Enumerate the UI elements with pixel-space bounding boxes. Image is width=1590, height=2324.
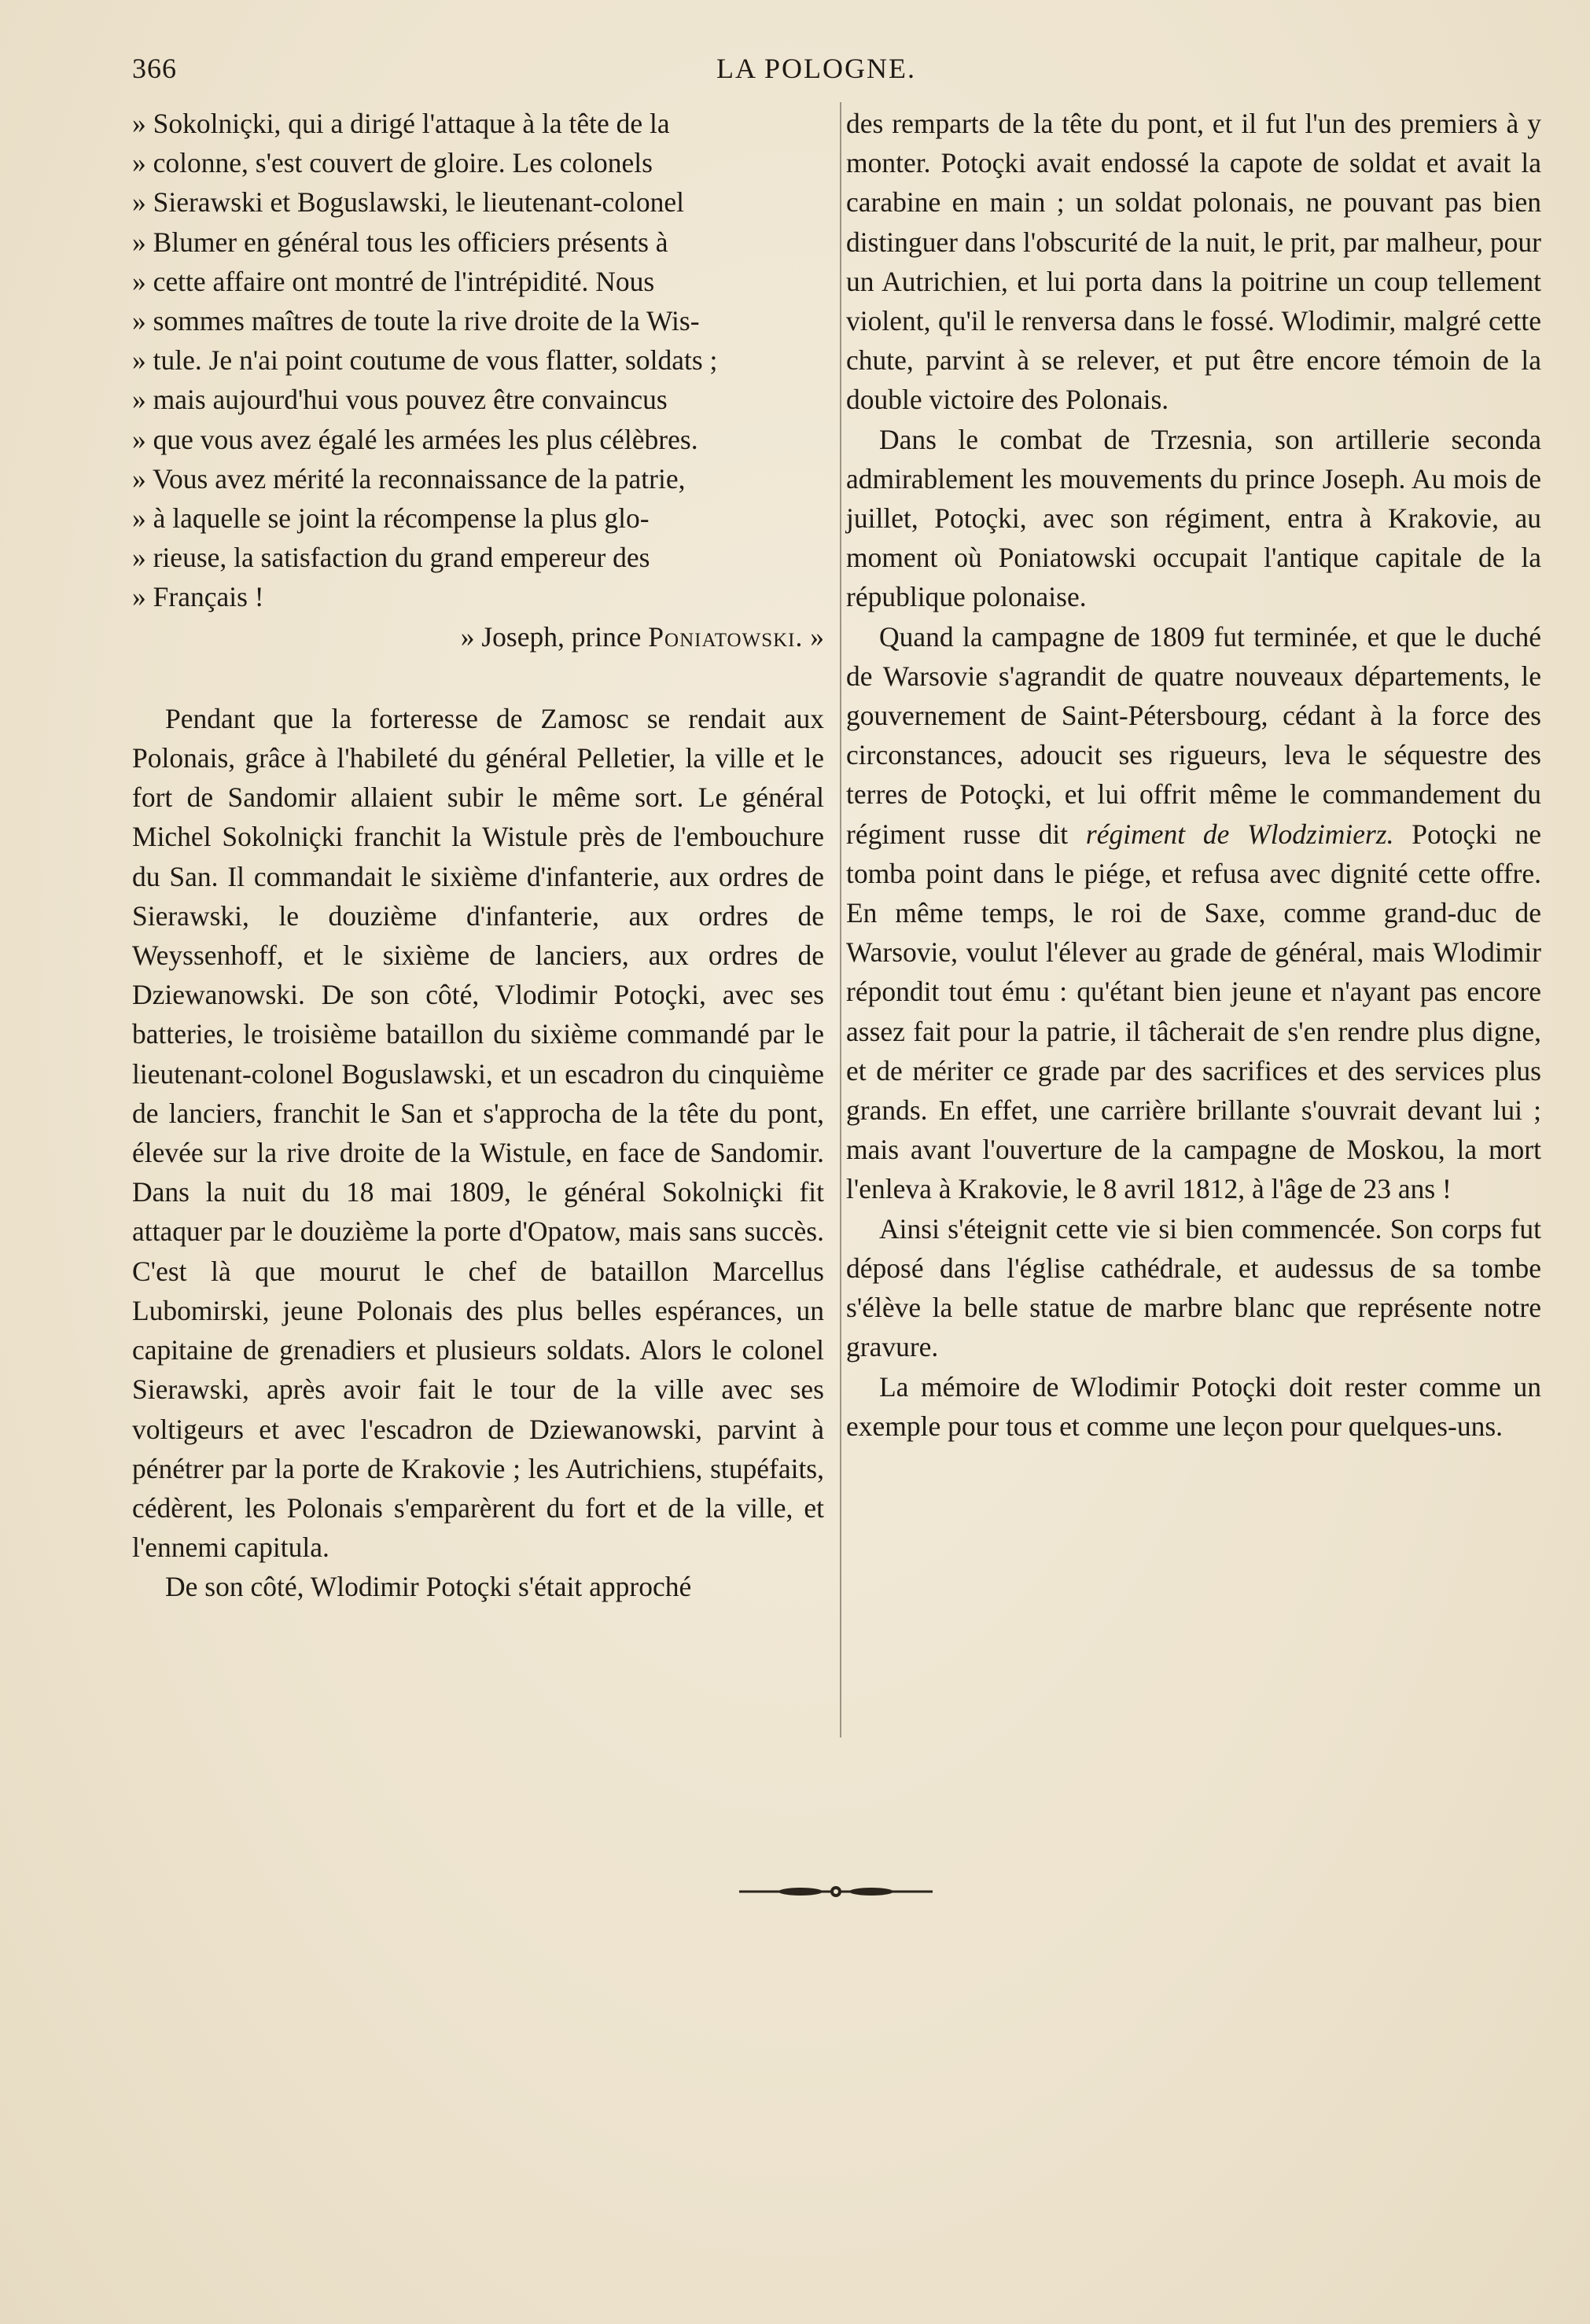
quote-line: » Sokolniçki, qui a dirigé l'attaque à la tête de la [132, 104, 824, 143]
signature-name: Poniatowski. [648, 620, 804, 653]
body-paragraph: Ainsi s'éteignit cette vie si bien commencée. Son corps fut déposé dans l'église cathédrale, et audessus de sa tombe s'élève la belle statue de marbre blanc que représente notre gravure. [846, 1212, 1541, 1363]
body-paragraph: De son côté, Wlodimir Potoçki s'était approché [165, 1571, 692, 1603]
proclamation-quote [132, 104, 824, 656]
regiment-name: régiment de Wlodzimierz. [1085, 818, 1394, 850]
column-divider [840, 102, 841, 1737]
quote-line: » que vous avez égalé les armées les plus célèbres. [132, 420, 824, 459]
paragraph-text: Potoçki ne tomba point dans le piége, et refusa avec dignité cette offre. En même temps, le roi de Saxe, comme grand-duc de Warsovie, voulut l'élever au grade de général, mais Wlodimir répondit tout ému : qu'étant bien jeune et n'ayant pas encore assez fait pour la patrie, il tâcherait de s'en rendre plus digne, et de mériter ce grade par des sacrifices et des services plus grands. En effet, une carrière brillante s'ouvrait devant lui ; mais avant l'ouverture de la campagne de Moskou, la mort l'enleva à Krakovie, le 8 avril 1812, à l'âge de 23 ans ! [846, 818, 1542, 1205]
quote-line: » colonne, s'est couvert de gloire. Les colonels [132, 143, 824, 182]
body-paragraph [846, 617, 1541, 1209]
running-title: LA POLOGNE. [716, 53, 916, 84]
paragraph-text: Quand la campagne de 1809 fut terminée, et que le duché de Warsovie s'agrandit de quatre nouveaux départements, le gouvernement de Saint-Pétersbourg, cédant à la force des circonstances, adoucit ses rigueurs, leva le séquestre des terres de Potoçki, et lui offrit même le commandement du régiment russe dit [846, 620, 1541, 850]
signature-suffix: » [803, 620, 824, 653]
body-paragraph: Dans le combat de Trzesnia, son artillerie seconda admirablement les mouvements du prince Joseph. Au mois de juillet, Potoçki, avec son régiment, entra à Krakovie, au moment où Poniatowski occupait l'antique capitale de la république polonaise. [846, 423, 1541, 613]
body-paragraph: des remparts de la tête du pont, et il fut l'un des premiers à y monter. Potoçki avait endossé la capote de soldat et avait la carabine en main ; un soldat polonais, ne pouvant pas bien distinguer dans l'obscurité de la nuit, le prit, par malheur, pour un Autrichien, et lui porta dans la poitrine un coup tellement violent, qu'il le renversa dans le fossé. Wlodimir, malgré cette chute, parvint à se relever, et put être encore témoin de la double victoire des Polonais. [846, 108, 1541, 416]
tailpiece-ornament-icon [738, 1884, 934, 1899]
quote-signature [132, 617, 824, 656]
quote-line: » Vous avez mérité la reconnaissance de la patrie, [132, 459, 824, 498]
quote-line: » cette affaire ont montré de l'intrépidité. Nous [132, 262, 824, 301]
quote-line: » Français ! [132, 577, 824, 616]
body-paragraph: La mémoire de Wlodimir Potoçki doit rester comme un exemple pour tous et comme une leçon pour quelques-uns. [846, 1370, 1541, 1442]
signature-prefix: » Joseph, prince [460, 620, 649, 653]
quote-line: » à laquelle se joint la récompense la plus glo- [132, 498, 824, 538]
paragraph-gap [132, 656, 824, 699]
quote-line: » rieuse, la satisfaction du grand empereur des [132, 538, 824, 577]
quote-line: » mais aujourd'hui vous pouvez être convaincus [132, 380, 824, 419]
right-column [846, 104, 1541, 1446]
left-column [132, 104, 824, 1607]
page-header [132, 52, 1500, 91]
page-number: 366 [132, 53, 177, 84]
body-paragraph: Pendant que la forteresse de Zamosc se rendait aux Polonais, grâce à l'habileté du général Pelletier, la ville et le fort de Sandomir allaient subir le même sort. Le général Michel Sokolniçki franchit la Wistule près de l'embouchure du San. Il commandait le sixième d'infanterie, aux ordres de Sierawski, le douzième d'infanterie, aux ordres de Weyssenhoff, et le sixième de lanciers, aux ordres de Dziewanowski. De son côté, Vlodimir Potoçki, avec ses batteries, le troisième bataillon du sixième commandé par le lieutenant-colonel Boguslawski, et un escadron du cinquième de lanciers, franchit le San et s'approcha de la tête du pont, élevée sur la rive droite de la Wistule, en face de Sandomir. Dans la nuit du 18 mai 1809, le général Sokolniçki fit attaquer par le douzième la porte d'Opatow, mais sans succès. C'est là que mourut le chef de bataillon Marcellus Lubomirski, jeune Polonais des plus belles espérances, un capitaine de grenadiers et plusieurs soldats. Alors le colonel Sierawski, après avoir fait le tour de la ville avec ses voltigeurs et avec l'escadron de Dziewanowski, parvint à pénétrer par la porte de Krakovie ; les Autrichiens, stupéfaits, cédèrent, les Polonais s'emparèrent du fort et de la ville, et l'ennemi capitula. [132, 702, 824, 1564]
quote-line: » tule. Je n'ai point coutume de vous flatter, soldats ; [132, 340, 824, 380]
quote-line: » Sierawski et Boguslawski, le lieutenant-colonel [132, 182, 824, 222]
quote-line: » sommes maîtres de toute la rive droite de la Wis- [132, 301, 824, 340]
quote-line: » Blumer en général tous les officiers présents à [132, 222, 824, 262]
